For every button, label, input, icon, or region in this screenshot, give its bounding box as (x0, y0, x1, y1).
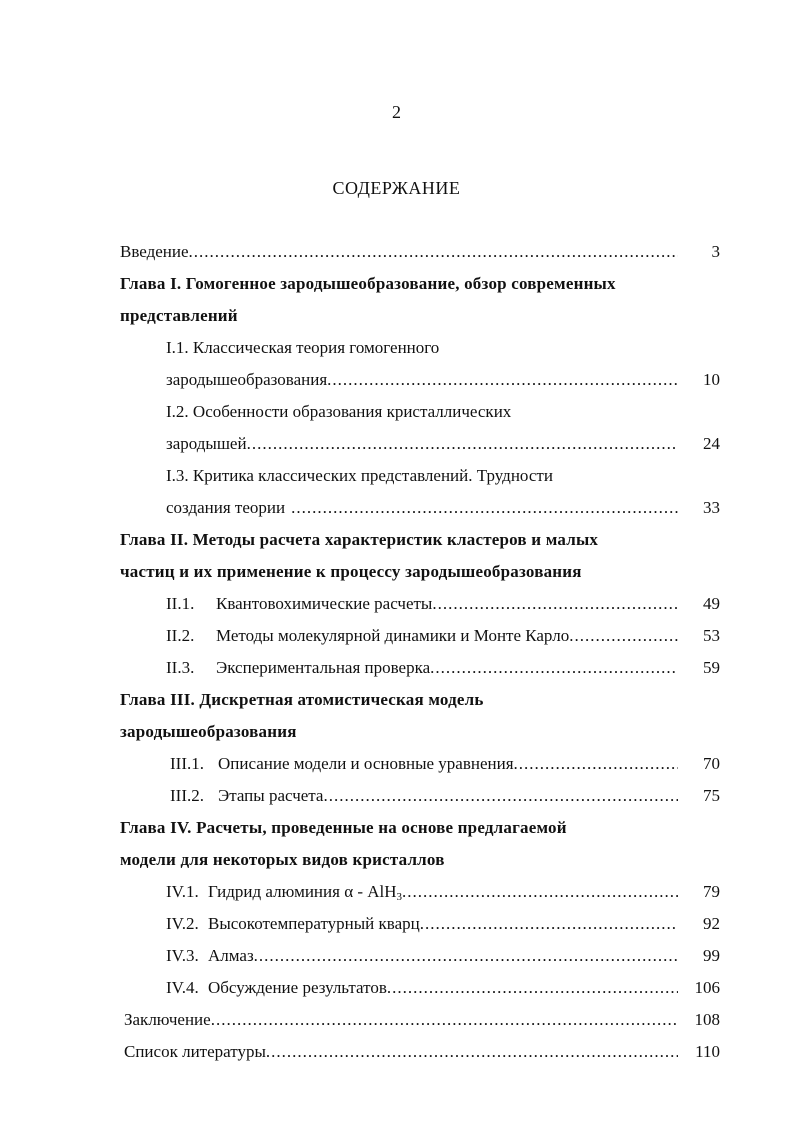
toc-label: Высокотемпературный кварц (208, 914, 420, 933)
toc-label: Введение (120, 242, 189, 261)
dot-leader (420, 908, 678, 940)
toc-entry (0, 364, 793, 396)
toc-label: зародышей (166, 434, 247, 453)
toc-page-ref: 110 (695, 1042, 720, 1061)
toc-entry-intro (0, 236, 793, 268)
toc-label: Заключение (124, 1010, 211, 1029)
page-title: СОДЕРЖАНИЕ (332, 178, 461, 198)
toc-label: Алмаз (208, 946, 254, 965)
dot-leader (514, 748, 678, 780)
toc-entry (0, 492, 793, 524)
toc-label: Описание модели и основные уравнения (218, 754, 514, 773)
dot-leader (432, 588, 678, 620)
toc-entry (0, 908, 793, 940)
toc-label: создания теории (166, 498, 286, 517)
section-number: II.3. (166, 658, 195, 677)
chapter-title-cont: представлений (120, 306, 238, 325)
toc-entry (0, 428, 793, 460)
chapter-title: Глава IV. Расчеты, проведенные на основе предлагаемой (120, 818, 567, 837)
section-number: IV.2. (166, 914, 199, 933)
toc-page-ref: 106 (694, 978, 720, 997)
toc-label: Методы молекулярной динамики и Монте Карло (216, 626, 570, 645)
toc-entry-references (0, 1036, 793, 1068)
toc-section-title: I.1. Классическая теория гомогенного (166, 338, 440, 357)
toc-page-ref: 99 (703, 946, 720, 965)
section-number: II.2. (166, 626, 195, 645)
toc-section-title: I.3. Критика классических представлений. Трудности (166, 466, 553, 485)
chapter-title-cont: модели для некоторых видов кристаллов (120, 850, 445, 869)
toc-label: Гидрид алюминия α - AlH$_3$ (208, 882, 403, 903)
toc-entry (0, 588, 793, 620)
chapter-title: Глава III. Дискретная атомистическая модель (120, 690, 484, 709)
toc-label: Список литературы (124, 1042, 266, 1061)
dot-leader (402, 876, 678, 908)
toc-page-ref: 70 (703, 754, 720, 773)
toc-entry (0, 940, 793, 972)
dot-leader (430, 652, 678, 684)
toc-page-ref: 53 (703, 626, 720, 645)
toc-entry (0, 876, 793, 908)
toc-entry (0, 780, 793, 812)
toc-page-ref: 49 (703, 594, 720, 613)
toc-entry-conclusion (0, 1004, 793, 1036)
toc-page-ref: 108 (694, 1010, 720, 1029)
section-number: II.1. (166, 594, 195, 613)
dot-leader (254, 940, 678, 972)
section-number: IV.4. (166, 978, 199, 997)
page-number: 2 (392, 102, 401, 122)
chapter-title: Глава II. Методы расчета характеристик кластеров и малых (120, 530, 599, 549)
toc-entry (0, 620, 793, 652)
toc-section-title: I.2. Особенности образования кристаллических (166, 402, 512, 421)
dot-leader (266, 1036, 678, 1068)
section-number: IV.3. (166, 946, 199, 965)
section-number: IV.1. (166, 882, 199, 901)
toc-page-ref: 79 (703, 882, 720, 901)
toc-label: Квантовохимические расчеты (216, 594, 433, 613)
toc-page-ref: 75 (703, 786, 720, 805)
dot-leader (247, 428, 678, 460)
toc-page-ref: 3 (711, 242, 720, 261)
toc-page-ref: 10 (703, 370, 720, 389)
dot-leader (387, 972, 678, 1004)
toc-page-ref: 33 (703, 498, 720, 517)
dot-leader (291, 492, 678, 524)
chapter-title: Глава I. Гомогенное зародышеобразование, обзор современных (120, 274, 616, 293)
toc-entry (0, 652, 793, 684)
subscript: 3 (396, 891, 403, 903)
dot-leader (323, 780, 678, 812)
chapter-title-cont: зародышеобразования (120, 722, 297, 741)
toc-entry (0, 748, 793, 780)
toc-label: Экспериментальная проверка (216, 658, 431, 677)
toc-page-ref: 92 (703, 914, 720, 933)
dot-leader (327, 364, 678, 396)
toc-page-ref: 59 (703, 658, 720, 677)
toc-label: Этапы расчета (218, 786, 324, 805)
toc-label: зародышеобразования (166, 370, 328, 389)
toc-label: Обсуждение результатов (208, 978, 387, 997)
toc-entry (0, 972, 793, 1004)
chapter-title-cont: частиц и их применение к процессу зародышеобразования (120, 562, 582, 581)
dot-leader (211, 1004, 678, 1036)
toc-page-ref: 24 (703, 434, 720, 453)
dot-leader (569, 620, 678, 652)
dot-leader (189, 236, 678, 268)
section-number: III.2. (170, 786, 204, 805)
section-number: III.1. (170, 754, 204, 773)
